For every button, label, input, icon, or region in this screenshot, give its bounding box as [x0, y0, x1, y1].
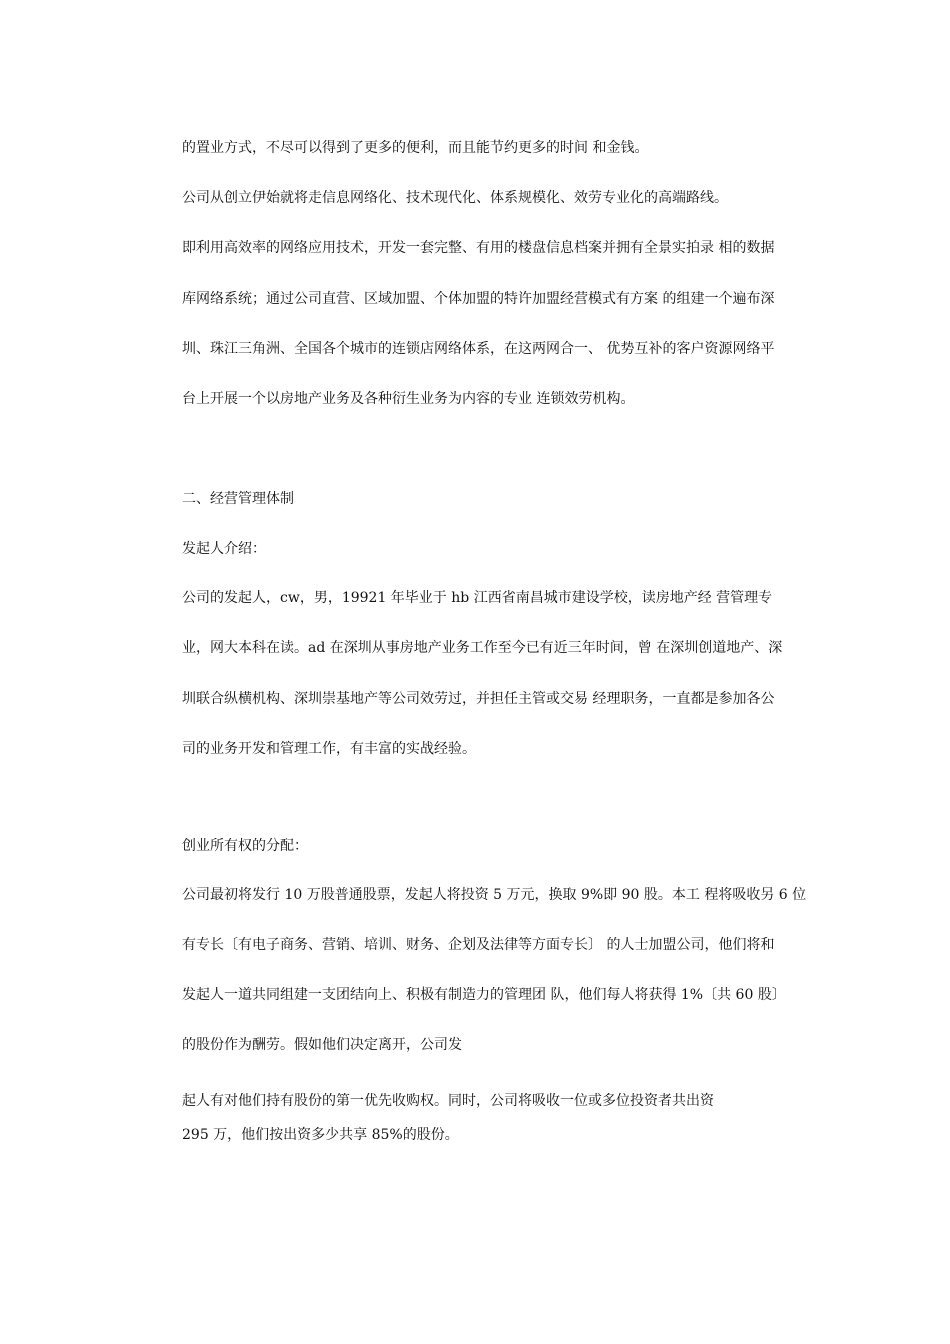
- paragraph-line-2: 公司从创立伊始就将走信息网络化、技术现代化、体系规模化、效劳专业化的高端路线。: [182, 190, 728, 206]
- paragraph-line-5: 圳、珠江三角洲、全国各个城市的连锁店网络体系，在这两网合一、 优势互补的客户资源网络平: [182, 341, 775, 357]
- paragraph-line-1: 的置业方式，不尽可以得到了更多的便利，而且能节约更多的时间 和金钱。: [182, 140, 649, 156]
- paragraph-line-3: 即利用高效率的网络应用技术，开发一套完整、有用的楼盘信息档案并拥有全景实拍录 相的数据: [182, 240, 775, 256]
- paragraph-line-11: 公司最初将发行 10 万股普通股票，发起人将投资 5 万元，换取 9%即 90 股。本工 程将吸收另 6 位: [182, 887, 807, 903]
- subheading-ownership: 创业所有权的分配：: [182, 838, 308, 854]
- paragraph-line-6: 台上开展一个以房地产业务及各种衍生业务为内容的专业 连锁效劳机构。: [182, 391, 635, 407]
- paragraph-line-15: 起人有对他们持有股份的第一优先收购权。同时，公司将吸收一位或多位投资者共出资: [182, 1093, 714, 1109]
- paragraph-line-14: 的股份作为酬劳。假如他们决定离开，公司发: [182, 1037, 462, 1053]
- paragraph-line-12: 有专长〔有电子商务、营销、培训、财务、企划及法律等方面专长〕 的人士加盟公司，他们将和: [182, 937, 775, 953]
- paragraph-line-7: 公司的发起人，cw，男，19921 年毕业于 hb 江西省南昌城市建设学校，读房地产经 营管理专: [182, 590, 773, 606]
- paragraph-line-13: 发起人一道共同组建一支团结向上、积极有制造力的管理团 队，他们每人将获得 1%〔共 60 股〕: [182, 987, 786, 1003]
- paragraph-line-10: 司的业务开发和管理工作，有丰富的实战经验。: [182, 741, 476, 757]
- paragraph-line-4: 库网络系统；通过公司直营、区域加盟、个体加盟的特许加盟经营模式有方案 的组建一个遍布深: [182, 291, 775, 307]
- paragraph-line-16: 295 万，他们按出资多少共享 85%的股份。: [182, 1127, 459, 1143]
- section-heading: 二、经营管理体制: [182, 491, 294, 507]
- paragraph-line-9: 圳联合纵横机构、深圳崇基地产等公司效劳过，并担任主管或交易 经理职务，一直都是参加各公: [182, 691, 775, 707]
- paragraph-line-8: 业，网大本科在读。ad 在深圳从事房地产业务工作至今已有近三年时间，曾 在深圳创道地产、深: [182, 640, 783, 656]
- subheading-founder: 发起人介绍：: [182, 541, 266, 557]
